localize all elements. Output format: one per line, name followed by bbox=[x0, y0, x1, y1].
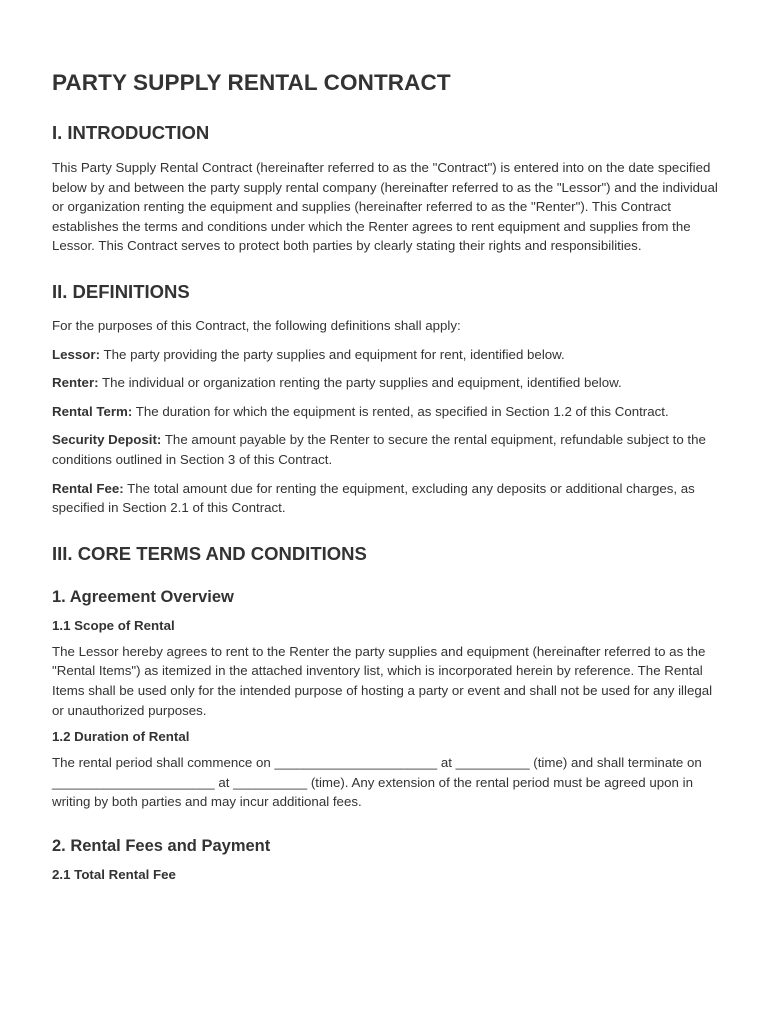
definition-text: The duration for which the equipment is rented, as specified in Section 1.2 of this Contract. bbox=[132, 403, 669, 419]
introduction-heading: I. INTRODUCTION bbox=[52, 122, 210, 143]
definition-text: The individual or organization renting the party supplies and equipment, identified below. bbox=[98, 375, 622, 391]
agreement-overview-heading: 1. Agreement Overview bbox=[52, 587, 234, 606]
definition-item bbox=[52, 373, 722, 393]
definition-term: Rental Fee: bbox=[52, 480, 124, 496]
scope-of-rental-heading: 1.1 Scope of Rental bbox=[52, 617, 175, 633]
definition-term: Security Deposit: bbox=[52, 432, 162, 448]
duration-of-rental-heading: 1.2 Duration of Rental bbox=[52, 729, 190, 745]
definition-item bbox=[52, 479, 722, 518]
scope-of-rental-body: The Lessor hereby agrees to rent to the Renter the party supplies and equipment (hereinafter referred to as the "Rental Items") as itemized in the attached inventory list, which is incorporated herein by reference. The Rental Items shall be used only for the intended purpose of hosting a party or event and shall not be used for any illegal or unauthorized purposes. bbox=[52, 643, 713, 718]
definition-term: Lessor: bbox=[52, 346, 101, 362]
document-title: PARTY SUPPLY RENTAL CONTRACT bbox=[52, 70, 451, 95]
definitions-intro: For the purposes of this Contract, the following definitions shall apply: bbox=[52, 317, 461, 333]
introduction-body: This Party Supply Rental Contract (hereinafter referred to as the "Contract") is entered into on the date specified below by and between the party supply rental company (hereinafter referred to as the "Lessor") and the individual or organization renting the equipment and supplies (hereinafter referred to as the "Renter"). This Contract establishes the terms and conditions under which the Renter agrees to rent equipment and supplies from the Lessor. This Contract serves to protect both parties by clearly stating their rights and responsibilities. bbox=[52, 160, 718, 254]
total-rental-fee-heading: 2.1 Total Rental Fee bbox=[52, 866, 176, 882]
definition-text: The amount payable by the Renter to secure the rental equipment, refundable subject to the conditions outlined in Section 3 of this Contract. bbox=[52, 432, 706, 467]
definitions-heading: II. DEFINITIONS bbox=[52, 280, 190, 302]
definition-item bbox=[52, 402, 722, 422]
duration-of-rental-body: The rental period shall commence on ______________________ at __________ (time) and shall terminate on ______________________ at __________ (time). Any extension of the rental period must be agreed upon in writing by both parties and may incur additional fees. bbox=[52, 755, 702, 810]
definition-item bbox=[52, 345, 722, 365]
definition-item bbox=[52, 430, 722, 469]
rental-fees-heading: 2. Rental Fees and Payment bbox=[52, 836, 271, 855]
core-terms-heading: III. CORE TERMS AND CONDITIONS bbox=[52, 542, 367, 564]
section-introduction bbox=[52, 122, 722, 256]
definition-text: The party providing the party supplies and equipment for rent, identified below. bbox=[100, 346, 565, 362]
definition-term: Rental Term: bbox=[52, 403, 133, 419]
definition-text: The total amount due for renting the equipment, excluding any deposits or additional charges, as specified in Section 2.1 of this Contract. bbox=[52, 480, 695, 516]
contract-document bbox=[52, 70, 722, 892]
definition-term: Renter: bbox=[52, 375, 99, 391]
section-definitions bbox=[52, 281, 722, 518]
section-core-terms bbox=[52, 543, 722, 882]
